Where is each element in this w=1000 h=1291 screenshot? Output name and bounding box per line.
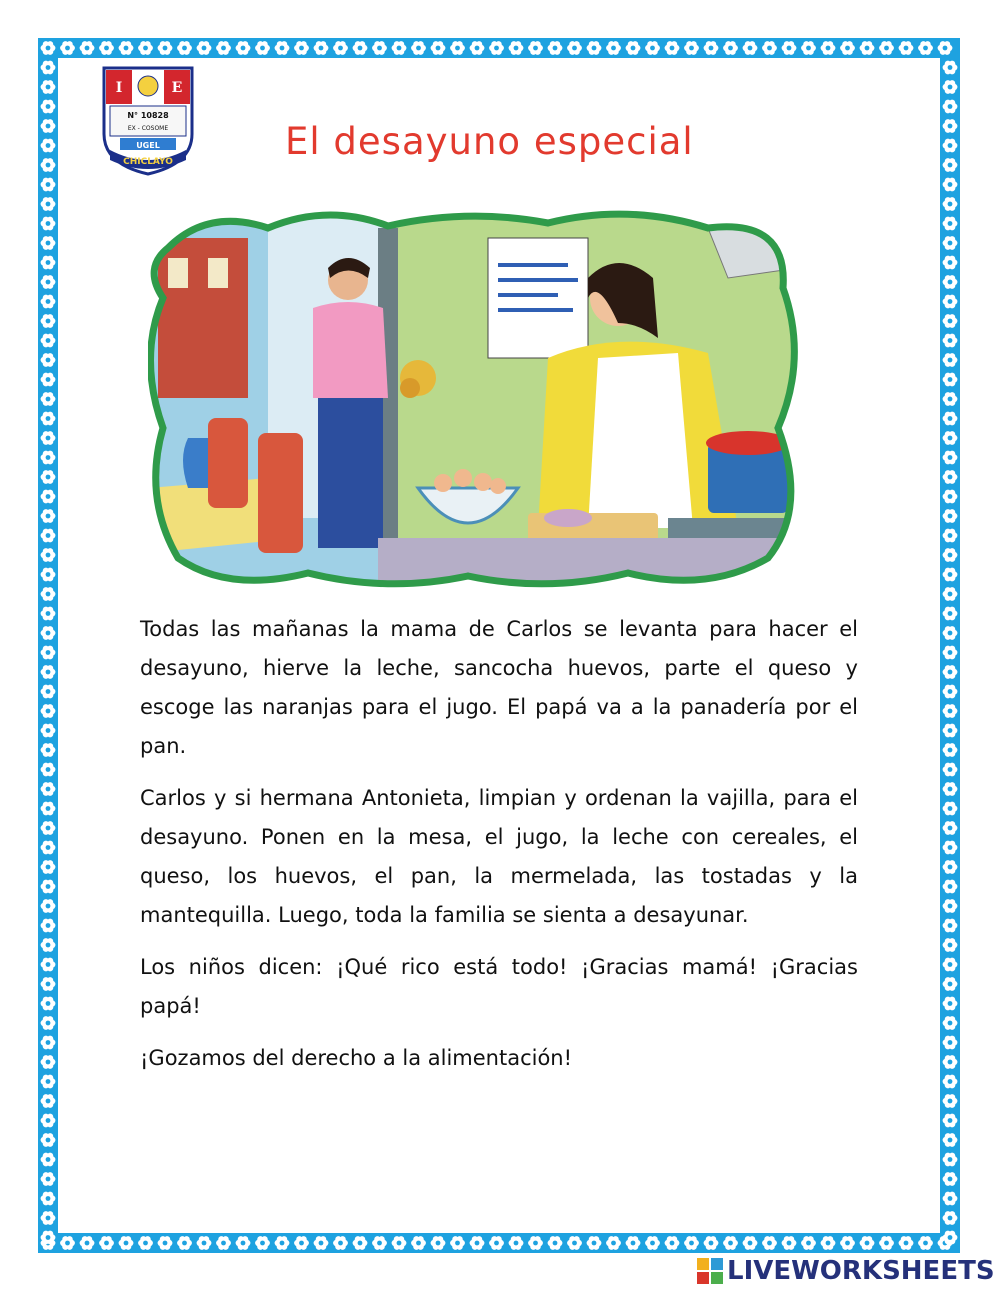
flower-icon: [943, 607, 958, 621]
flower-icon: [606, 1236, 621, 1250]
flower-icon: [41, 665, 56, 679]
flower-icon: [119, 41, 134, 55]
flower-icon: [41, 626, 56, 640]
flower-icon: [943, 587, 958, 601]
flower-icon: [943, 1192, 958, 1206]
flower-icon: [943, 938, 958, 952]
flower-icon: [177, 1236, 192, 1250]
flower-icon: [41, 509, 56, 523]
flower-icon: [528, 41, 543, 55]
flower-icon: [943, 743, 958, 757]
flower-icon: [41, 295, 56, 309]
flower-icon: [197, 1236, 212, 1250]
flower-icon: [943, 1211, 958, 1225]
flower-icon: [528, 1236, 543, 1250]
flower-icon: [938, 41, 953, 55]
flower-icon: [255, 41, 270, 55]
flower-icon: [41, 139, 56, 153]
flower-icon: [943, 763, 958, 777]
paragraph-2: Carlos y si hermana Antonieta, limpian y ordenan la vajilla, para el desayuno. Ponen en la mesa, el jugo, la leche con cereales, el queso, los huevos, el pan, la mermelada, las tostadas y la mantequilla. Luego, toda la familia se sienta a desayunar.: [140, 786, 858, 927]
flower-icon: [99, 1236, 114, 1250]
flower-icon: [41, 1055, 56, 1069]
flower-icon: [943, 392, 958, 406]
logo-school-sub: EX - COSOME: [127, 125, 169, 132]
flower-icon: [41, 724, 56, 738]
flower-icon: [138, 1236, 153, 1250]
flower-icon: [41, 821, 56, 835]
flower-icon: [943, 704, 958, 718]
flower-icon: [41, 197, 56, 211]
flower-icon: [216, 1236, 231, 1250]
flower-icon: [197, 41, 212, 55]
flower-icon: [41, 1036, 56, 1050]
flower-icon: [587, 1236, 602, 1250]
flower-icon: [41, 841, 56, 855]
flower-icon: [879, 1236, 894, 1250]
flower-icon: [41, 1114, 56, 1128]
flower-icon: [943, 275, 958, 289]
flower-icon: [275, 1236, 290, 1250]
flower-icon: [372, 41, 387, 55]
flower-icon: [567, 41, 582, 55]
flower-icon: [236, 41, 251, 55]
flower-icon: [943, 646, 958, 660]
flower-icon: [41, 119, 56, 133]
flower-icon: [333, 1236, 348, 1250]
flower-icon: [943, 919, 958, 933]
flower-icon: [943, 197, 958, 211]
flower-icon: [41, 1192, 56, 1206]
flower-icon: [41, 61, 56, 75]
flower-icon: [41, 353, 56, 367]
flower-icon: [626, 1236, 641, 1250]
flower-icon: [665, 41, 680, 55]
flower-icon: [41, 568, 56, 582]
story-text: [140, 610, 858, 1091]
liveworksheets-logo-icon: [695, 1256, 725, 1286]
flower-icon: [353, 41, 368, 55]
flower-icon: [41, 763, 56, 777]
logo-letter-i: I: [115, 80, 123, 96]
flower-icon: [41, 178, 56, 192]
flower-icon: [943, 1172, 958, 1186]
flower-icon: [431, 41, 446, 55]
flower-icon: [158, 41, 173, 55]
flower-icon: [943, 958, 958, 972]
flower-icon: [943, 626, 958, 640]
flower-icon: [943, 236, 958, 250]
flower-icon: [684, 41, 699, 55]
flower-icon: [41, 412, 56, 426]
flower-icon: [41, 587, 56, 601]
flower-icon: [41, 997, 56, 1011]
flower-icon: [41, 1133, 56, 1147]
flower-icon: [943, 821, 958, 835]
flower-icon: [41, 158, 56, 172]
flower-icon: [41, 41, 56, 55]
flower-icon: [943, 860, 958, 874]
flower-icon: [314, 41, 329, 55]
flower-icon: [943, 373, 958, 387]
kitchen-illustration: [148, 208, 798, 588]
flower-icon: [41, 1075, 56, 1089]
flower-icon: [762, 41, 777, 55]
flower-icon: [236, 1236, 251, 1250]
flower-icon: [723, 41, 738, 55]
flower-icon: [60, 1236, 75, 1250]
flower-icon: [943, 80, 958, 94]
flower-icon: [943, 451, 958, 465]
flower-icon: [943, 119, 958, 133]
flower-icon: [743, 1236, 758, 1250]
flower-icon: [41, 880, 56, 894]
flower-icon: [821, 41, 836, 55]
flower-icon: [99, 41, 114, 55]
flower-icon: [943, 1153, 958, 1167]
flower-icon: [294, 41, 309, 55]
flower-icon: [41, 529, 56, 543]
flower-icon: [943, 217, 958, 231]
flower-icon: [41, 490, 56, 504]
flower-icon: [275, 41, 290, 55]
flower-icon: [41, 373, 56, 387]
flower-icon: [41, 607, 56, 621]
flower-icon: [41, 217, 56, 231]
flower-icon: [943, 548, 958, 562]
flower-icon: [684, 1236, 699, 1250]
flower-icon: [353, 1236, 368, 1250]
flower-icon: [177, 41, 192, 55]
logo-school-number: N° 10828: [127, 111, 169, 120]
flower-icon: [879, 41, 894, 55]
flower-icon: [41, 860, 56, 874]
flower-icon: [943, 1075, 958, 1089]
flower-icon: [41, 899, 56, 913]
flower-icon: [626, 41, 641, 55]
flower-icon: [801, 1236, 816, 1250]
flower-icon: [943, 665, 958, 679]
flower-icon: [943, 724, 958, 738]
flower-icon: [470, 41, 485, 55]
flower-icon: [723, 1236, 738, 1250]
flower-icon: [918, 41, 933, 55]
page-title: El desayuno especial: [285, 120, 694, 163]
flower-icon: [943, 1055, 958, 1069]
flower-icon: [41, 80, 56, 94]
flower-icon: [943, 1036, 958, 1050]
flower-icon: [606, 41, 621, 55]
flower-icon: [41, 704, 56, 718]
flower-icon: [41, 958, 56, 972]
flower-icon: [860, 41, 875, 55]
flower-icon: [918, 1236, 933, 1250]
flower-icon: [943, 899, 958, 913]
flower-icon: [41, 275, 56, 289]
flower-icon: [509, 41, 524, 55]
flower-icon: [899, 1236, 914, 1250]
flower-icon: [41, 100, 56, 114]
flower-icon: [392, 41, 407, 55]
flower-icon: [943, 782, 958, 796]
flower-icon: [41, 431, 56, 445]
flower-icon: [372, 1236, 387, 1250]
flower-icon: [60, 41, 75, 55]
flower-icon: [943, 977, 958, 991]
flower-icon: [41, 802, 56, 816]
flower-icon: [41, 314, 56, 328]
flower-icon: [41, 919, 56, 933]
flower-icon: [41, 938, 56, 952]
flower-icon: [411, 1236, 426, 1250]
flower-icon: [782, 41, 797, 55]
flower-icon: [860, 1236, 875, 1250]
logo-letter-e: E: [171, 80, 183, 96]
flower-icon: [943, 490, 958, 504]
school-logo: [100, 64, 196, 176]
flower-icon: [41, 1153, 56, 1167]
flower-icon: [943, 139, 958, 153]
flower-icon: [41, 236, 56, 250]
flower-icon: [41, 1172, 56, 1186]
flower-icon: [80, 1236, 95, 1250]
flower-icon: [943, 997, 958, 1011]
flower-icon: [41, 334, 56, 348]
flower-icon: [41, 646, 56, 660]
paragraph-1: Todas las mañanas la mama de Carlos se levanta para hacer el desayuno, hierve la leche, sancocha huevos, parte el queso y escoge las naranjas para el jugo. El papá va a la panadería por el pan.: [140, 617, 858, 758]
flower-icon: [41, 977, 56, 991]
flower-icon: [743, 41, 758, 55]
flower-icon: [943, 431, 958, 445]
flower-icon: [41, 548, 56, 562]
flower-icon: [840, 41, 855, 55]
flower-icon: [943, 314, 958, 328]
flower-icon: [943, 178, 958, 192]
liveworksheets-watermark: [695, 1256, 995, 1286]
flower-icon: [411, 41, 426, 55]
flower-icon: [470, 1236, 485, 1250]
flower-icon: [41, 685, 56, 699]
flower-icon: [41, 782, 56, 796]
paragraph-3: Los niños dicen: ¡Qué rico está todo! ¡Gracias mamá! ¡Gracias papá!: [140, 955, 858, 1018]
flower-icon: [392, 1236, 407, 1250]
flower-icon: [255, 1236, 270, 1250]
flower-icon: [41, 392, 56, 406]
flower-icon: [41, 1094, 56, 1108]
flower-icon: [450, 1236, 465, 1250]
flower-icon: [943, 509, 958, 523]
flower-icon: [943, 61, 958, 75]
flower-icon: [138, 41, 153, 55]
flower-icon: [41, 743, 56, 757]
flower-icon: [943, 685, 958, 699]
flower-icon: [943, 256, 958, 270]
flower-icon: [41, 451, 56, 465]
flower-icon: [821, 1236, 836, 1250]
flower-icon: [943, 1094, 958, 1108]
flower-icon: [943, 295, 958, 309]
flower-icon: [762, 1236, 777, 1250]
flower-icon: [899, 41, 914, 55]
flower-icon: [782, 1236, 797, 1250]
flower-icon: [943, 529, 958, 543]
flower-icon: [665, 1236, 680, 1250]
flower-icon: [431, 1236, 446, 1250]
flower-icon: [943, 158, 958, 172]
flower-icon: [80, 41, 95, 55]
flower-icon: [943, 353, 958, 367]
logo-city: CHICLAYO: [123, 157, 173, 167]
flower-icon: [119, 1236, 134, 1250]
flower-icon: [943, 412, 958, 426]
flower-icon: [943, 568, 958, 582]
flower-icon: [314, 1236, 329, 1250]
flower-icon: [704, 41, 719, 55]
flower-icon: [41, 1016, 56, 1030]
flower-icon: [943, 841, 958, 855]
flower-icon: [943, 1016, 958, 1030]
flower-icon: [216, 41, 231, 55]
flower-icon: [943, 802, 958, 816]
flower-icon: [840, 1236, 855, 1250]
flower-icon: [645, 41, 660, 55]
flower-icon: [509, 1236, 524, 1250]
flower-icon: [489, 1236, 504, 1250]
flower-icon: [943, 100, 958, 114]
flower-icon: [548, 41, 563, 55]
flower-icon: [41, 1211, 56, 1225]
flower-icon: [333, 41, 348, 55]
flower-icon: [587, 41, 602, 55]
flower-icon: [41, 470, 56, 484]
flower-icon: [704, 1236, 719, 1250]
flower-icon: [41, 256, 56, 270]
flower-icon: [645, 1236, 660, 1250]
flower-icon: [943, 470, 958, 484]
flower-icon: [489, 41, 504, 55]
liveworksheets-brand: LIVEWORKSHEETS: [727, 1256, 995, 1286]
flower-icon: [567, 1236, 582, 1250]
flower-icon: [548, 1236, 563, 1250]
paragraph-4: ¡Gozamos del derecho a la alimentación!: [140, 1046, 573, 1070]
flower-icon: [158, 1236, 173, 1250]
flower-icon: [943, 1114, 958, 1128]
flower-icon: [943, 880, 958, 894]
flower-icon: [294, 1236, 309, 1250]
flower-icon: [450, 41, 465, 55]
flower-icon: [943, 334, 958, 348]
logo-ugel: UGEL: [136, 141, 160, 150]
flower-icon: [943, 1133, 958, 1147]
flower-icon: [801, 41, 816, 55]
